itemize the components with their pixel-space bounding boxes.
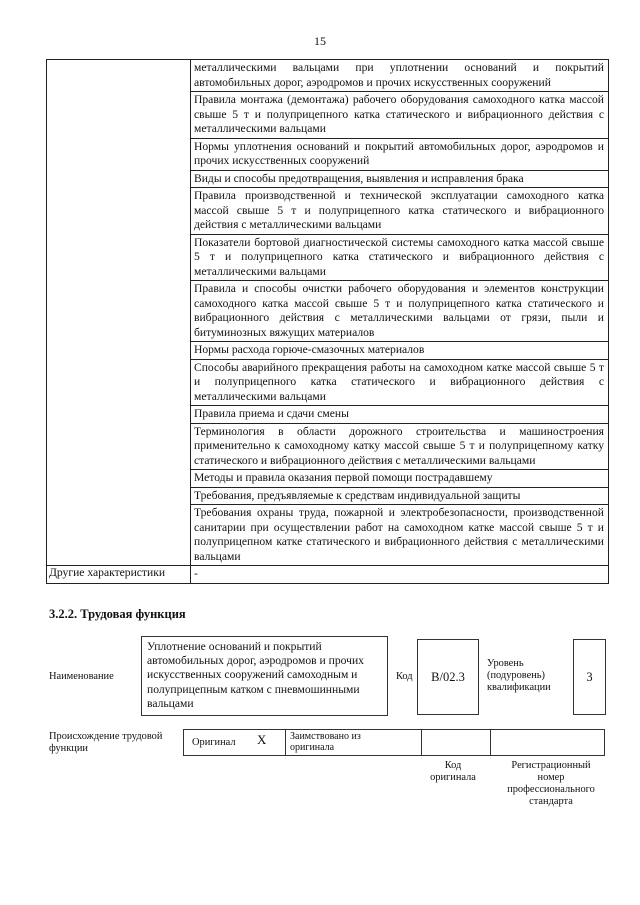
knowledge-item: Правила производственной и технической эксплуатации самоходного катка массой свыше 5 т и полуприцепного катка статического и вибрационного действия с металлическими вальцами xyxy=(191,188,609,235)
knowledge-item: Требования, предъявляемые к средствам индивидуальной защиты xyxy=(191,487,609,505)
code-original-caption: Код оригинала xyxy=(430,760,476,783)
borrowed-label: Заимствовано из оригинала xyxy=(290,731,361,753)
name-label: Наименование xyxy=(49,671,114,682)
knowledge-item: Терминология в области дорожного строительства и машиностроения применительно к самоходному катку массой свыше 5 т и полуприцепному катку статического и вибрационного действия с металлическими вальцами xyxy=(191,423,609,470)
origin-row xyxy=(183,729,605,756)
knowledge-item: Правила приема и сдачи смены xyxy=(191,406,609,424)
function-name-box: Уплотнение оснований и покрытий автомобильных дорог, аэродромов и прочих искусственных сооружений самоходным и полуприцепным катком с пневмошинными вальцами xyxy=(141,636,388,716)
knowledge-item: Способы аварийного прекращения работы на самоходном катке массой свыше 5 т и полуприцепного катка статического и вибрационного действия с металлическими вальцами xyxy=(191,359,609,406)
divider xyxy=(490,730,491,755)
section-heading: 3.2.2. Трудовая функция xyxy=(49,607,186,621)
code-value-box: B/02.3 xyxy=(417,639,479,715)
knowledge-label-cell xyxy=(47,60,191,566)
table-row xyxy=(47,60,609,92)
code-label: Код xyxy=(396,671,413,682)
page-number: 15 xyxy=(314,34,326,48)
knowledge-item: Требования охраны труда, пожарной и электробезопасности, производственной санитарии при осуществлении работ на самоходном катке массой свыше 5 т и полуприцепном катке статического и вибрационного действия с металлическими вальцами xyxy=(191,505,609,566)
divider xyxy=(285,730,286,755)
knowledge-item: Правила монтажа (демонтажа) рабочего оборудования самоходного катка массой свыше 5 т и полуприцепного катка статического и вибрационного действия с металлическими вальцами xyxy=(191,92,609,139)
table-row xyxy=(47,566,609,584)
original-mark: X xyxy=(257,732,267,747)
knowledge-item: Виды и способы предотвращения, выявления и исправления брака xyxy=(191,170,609,188)
level-value-box: 3 xyxy=(573,639,606,715)
knowledge-table xyxy=(46,59,609,584)
divider xyxy=(421,730,422,755)
origin-label: Происхождение трудовой функции xyxy=(49,731,163,754)
level-label: Уровень (подуровень) квалификации xyxy=(487,658,551,693)
other-characteristics-label: Другие характеристики xyxy=(47,566,191,584)
reg-number-caption: Регистрационный номер профессионального стандарта xyxy=(507,760,595,807)
original-label: Оригинал xyxy=(192,737,236,748)
knowledge-item: Методы и правила оказания первой помощи пострадавшему xyxy=(191,470,609,488)
knowledge-item: Показатели бортовой диагностической системы самоходного катка массой свыше 5 т и полуприцепного катка статического и вибрационного действия с металлическими вальцами xyxy=(191,234,609,281)
knowledge-item: Нормы уплотнения оснований и покрытий автомобильных дорог, аэродромов и прочих искусственных сооружений xyxy=(191,138,609,170)
knowledge-item: Правила и способы очистки рабочего оборудования и элементов конструкции самоходного катка массой свыше 5 т и полуприцепного катка статического и вибрационного действия с металлическими вальцами от грязи, пыли и битуминозных вяжущих материалов xyxy=(191,281,609,342)
other-characteristics-value: - xyxy=(191,566,609,584)
knowledge-item: Нормы расхода горюче-смазочных материалов xyxy=(191,342,609,360)
knowledge-item: металлическими вальцами при уплотнении оснований и покрытий автомобильных дорог, аэродромов и прочих искусственных сооружений xyxy=(191,60,609,92)
